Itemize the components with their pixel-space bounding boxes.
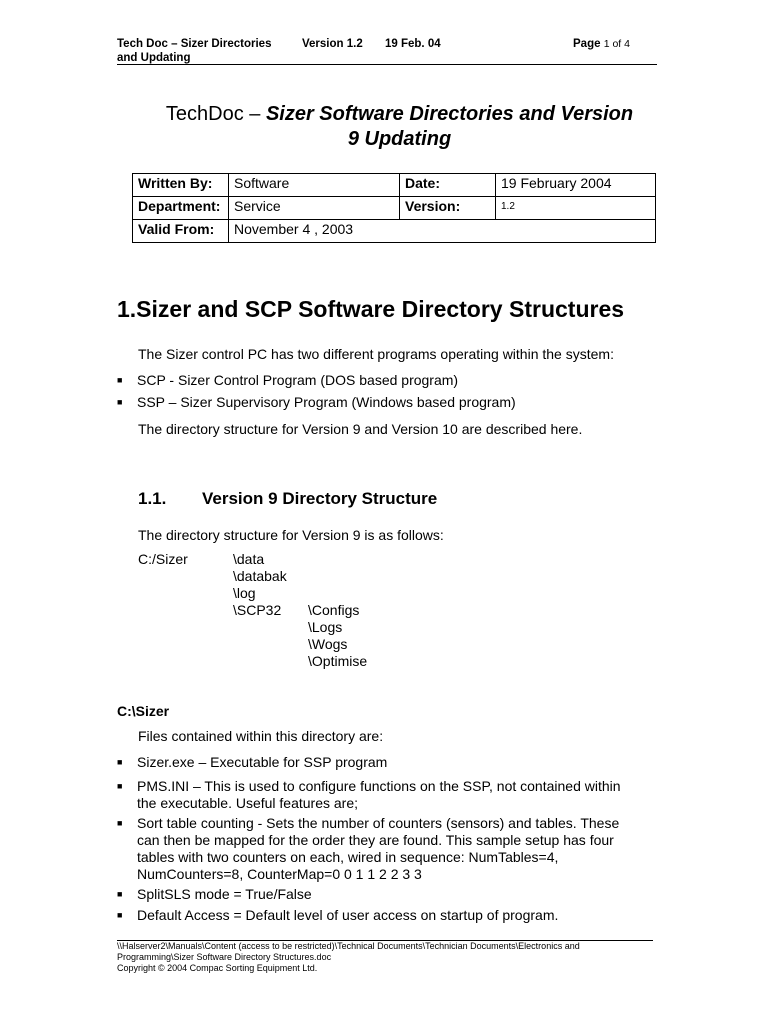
list-item-continuation: can then be mapped for the order they are found. This sample setup has four [137,832,614,848]
csizer-heading: C:\Sizer [117,703,170,719]
date-value: 19 February 2004 [496,174,656,197]
list-item-continuation: tables with two counters on each, wired in sequence: NumTables=4, [137,849,559,865]
table-row [133,197,656,220]
header-doc-title: Tech Doc – Sizer Directories and Updating [117,38,272,64]
list-item-continuation: NumCounters=8, CounterMap=0 0 1 1 2 2 3 3 [137,866,422,882]
directory-entry: \Optimise [308,653,368,669]
directory-level-1 [233,551,287,619]
bullet-icon: ■ [117,889,123,899]
list-item-continuation: the executable. Useful features are; [137,795,359,811]
written-by-label: Written By: [133,174,229,197]
footer [117,941,657,974]
valid-from-value: November 4 , 2003 [229,220,656,243]
department-value: Service [229,197,400,220]
valid-from-label: Valid From: [133,220,229,243]
document-title: TechDoc – Sizer Software Directories and Version 9 Updating [165,103,634,150]
csizer-intro: Files contained within this directory are: [138,728,384,744]
section-1-intro: The Sizer control PC has two different programs operating within the system: [138,346,614,362]
header-page-number: Page 1 of 4 [573,38,630,50]
directory-entry: \Configs [308,602,360,618]
bullet-icon: ■ [117,781,123,791]
bullet-icon: ■ [117,910,123,920]
directory-entry: \Logs [308,619,343,635]
written-by-value: Software [229,174,400,197]
directory-entry: \databak [233,568,287,584]
section-1-1-heading: 1.1. Version 9 Directory Structure [138,489,438,508]
directory-entry: \SCP32 [233,602,282,618]
date-label: Date: [400,174,496,197]
directory-entry: \Wogs [308,636,348,652]
footer-path-line-1: \\Halserver2\Manuals\Content (access to be restricted)\Technical Documents\Technician Documents\Electronics and [117,941,580,951]
header-date: 19 Feb. 04 [385,38,441,50]
footer-copyright: Copyright © 2004 Compac Sorting Equipment Ltd. [117,963,318,973]
directory-entry: \data [233,551,265,567]
section-1-1-intro: The directory structure for Version 9 is as follows: [138,527,444,543]
directory-level-2 [308,602,367,670]
bullet-icon: ■ [117,757,123,767]
document-info-table [132,173,656,243]
header-version: Version 1.2 [302,38,363,50]
bullet-icon: ■ [117,375,123,385]
bullet-icon: ■ [117,397,123,407]
table-row [133,220,656,243]
table-row [133,174,656,197]
bullet-icon: ■ [117,818,123,828]
version-label: Version: [400,197,496,220]
section-1-heading: 1.Sizer and SCP Software Directory Structures [117,296,625,322]
section-1-outro: The directory structure for Version 9 and Version 10 are described here. [138,421,583,437]
version-value: 1.2 [496,197,656,220]
department-label: Department: [133,197,229,220]
directory-entry: \log [233,585,256,601]
directory-root: C:/Sizer [138,551,188,567]
header-rule [117,64,657,65]
footer-path-line-2: Programming\Sizer Software Directory Structures.doc [117,952,332,962]
